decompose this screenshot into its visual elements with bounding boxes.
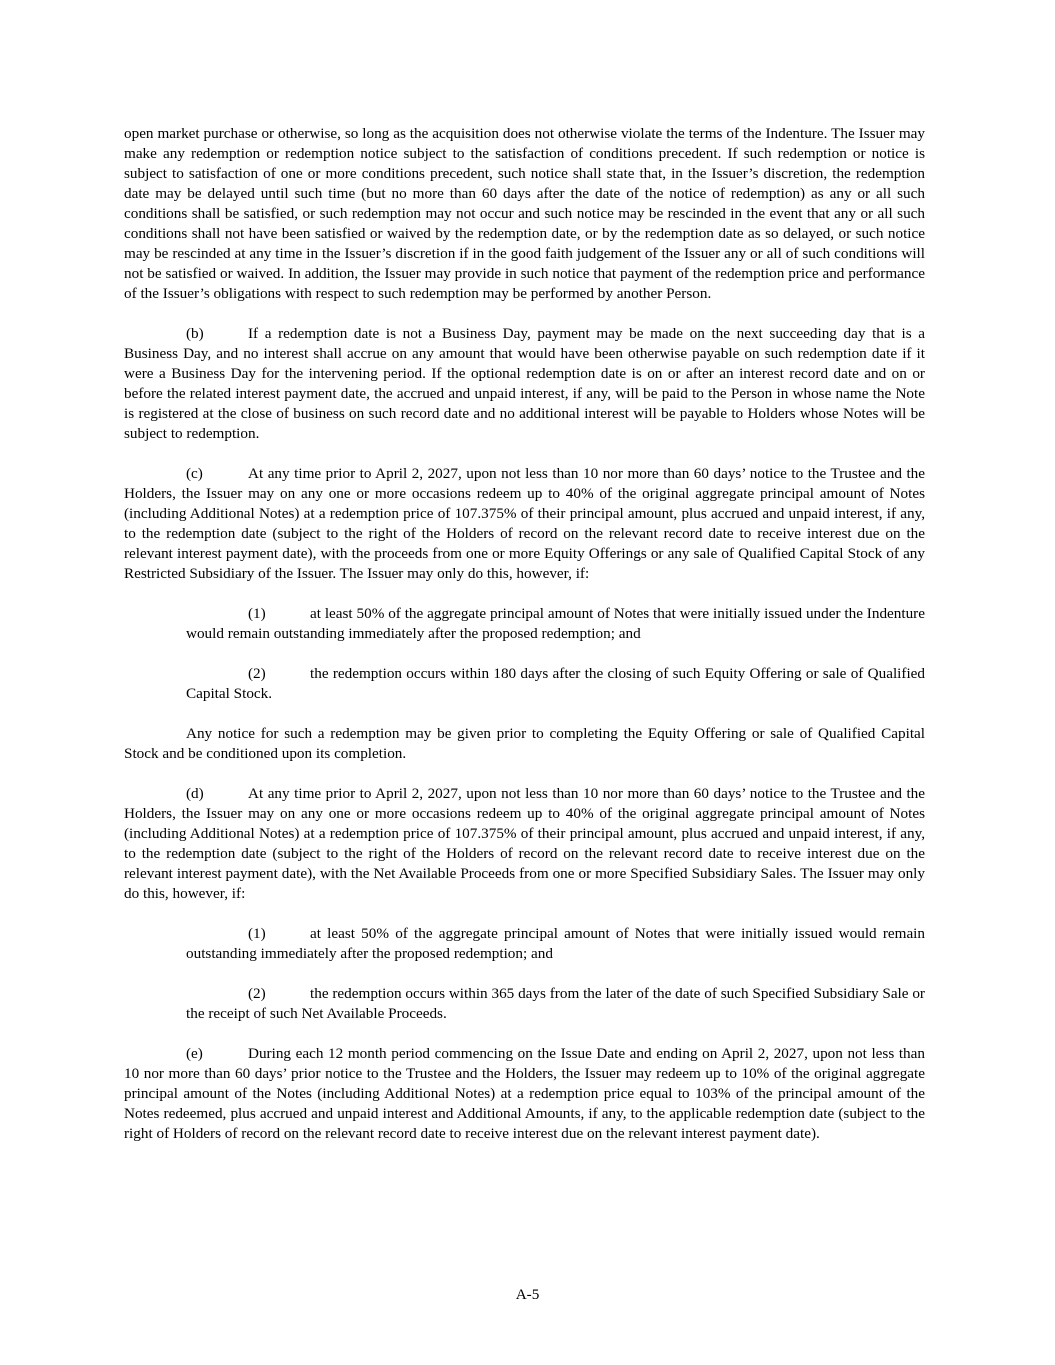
paragraph-text: the redemption occurs within 180 days after the closing of such Equity Offering or sale of Qualified Capital Stock. (186, 665, 925, 702)
paragraph-text: At any time prior to April 2, 2027, upon not less than 10 nor more than 60 days’ notice to the Trustee and the Holders, the Issuer may on any one or more occasions redeem up to 40% of the original aggregate principal amount of Notes (including Additional Notes) at a redemption price of 107.375% of their principal amount, plus accrued and unpaid interest, if any, to the redemption date (subject to the right of the Holders of record on the relevant record date to receive interest due on the relevant interest payment date), with the proceeds from one or more Equity Offerings or any sale of Qualified Capital Stock of any Restricted Subsidiary of the Issuer. The Issuer may only do this, however, if: (124, 465, 925, 582)
paragraph-marker: (2) (248, 665, 266, 682)
paragraph-marker: (2) (248, 985, 266, 1002)
paragraph-marker: (e) (186, 1045, 203, 1062)
document-page (124, 124, 925, 1164)
paragraph-text: at least 50% of the aggregate principal amount of Notes that were initially issued under the Indenture would remain outstanding immediately after the proposed redemption; and (186, 605, 925, 642)
paragraph-text: At any time prior to April 2, 2027, upon not less than 10 nor more than 60 days’ notice to the Trustee and the Holders, the Issuer may on any one or more occasions redeem up to 40% of the original aggregate principal amount of Notes (including Additional Notes) at a redemption price of 107.375% of their principal amount, plus accrued and unpaid interest, if any, to the redemption date (subject to the right of the Holders of record on the relevant record date to receive interest due on the relevant interest payment date), with the Net Available Proceeds from one or more Specified Subsidiary Sales. The Issuer may only do this, however, if: (124, 785, 925, 902)
paragraph-d-1 (186, 924, 925, 964)
page-number: A-5 (515, 1286, 540, 1303)
paragraph-notice: Any notice for such a redemption may be given prior to completing the Equity Offering or sale of Qualified Capital Stock and be conditioned upon its completion. (124, 725, 925, 762)
paragraph-text: During each 12 month period commencing on the Issue Date and ending on April 2, 2027, upon not less than 10 nor more than 60 days’ prior notice to the Trustee and the Holders, the Issuer may redeem up to 10% of the original aggregate principal amount of the Notes (including Additional Notes) at a redemption price equal to 103% of the principal amount of the Notes redeemed, plus accrued and unpaid interest and Additional Amounts, if any, to the applicable redemption date (subject to the right of Holders of record on the relevant record date to receive interest due on the relevant interest payment date). (124, 1045, 925, 1142)
paragraph-marker: (d) (186, 785, 204, 802)
paragraph-text: If a redemption date is not a Business Day, payment may be made on the next succeeding day that is a Business Day, and no interest shall accrue on any amount that would have been otherwise payable on such redemption date if it were a Business Day for the intervening period. If the optional redemption date is on or after an interest record date and on or before the related interest payment date, the accrued and unpaid interest, if any, will be paid to the Person in whose name the Note is registered at the close of business on such record date and no additional interest will be payable to Holders whose Notes will be subject to redemption. (124, 325, 925, 442)
paragraph-marker: (1) (248, 605, 266, 622)
paragraph-text: the redemption occurs within 365 days from the later of the date of such Specified Subsidiary Sale or the receipt of such Net Available Proceeds. (186, 985, 925, 1022)
paragraph-marker: (1) (248, 925, 266, 942)
paragraph-marker: (c) (186, 465, 203, 482)
paragraph-e (124, 1044, 925, 1144)
paragraph-b (124, 324, 925, 444)
paragraph-c-1 (186, 604, 925, 644)
paragraph-marker: (b) (186, 325, 204, 342)
paragraph-intro: open market purchase or otherwise, so long as the acquisition does not otherwise violate the terms of the Indenture. The Issuer may make any redemption or redemption notice subject to the satisfaction of conditions precedent. If such redemption or notice is subject to satisfaction of one or more conditions precedent, such notice shall state that, in the Issuer’s discretion, the redemption date may be delayed until such time (but no more than 60 days after the date of the notice of redemption) as any or all such conditions shall be satisfied, or such redemption may not occur and such notice may be rescinded in the event that any or all such conditions shall not have been satisfied or waived by the redemption date, or by the redemption date as so delayed, or such notice may be rescinded at any time in the Issuer’s discretion if in the good faith judgement of the Issuer any or all of such conditions will not be satisfied or waived. In addition, the Issuer may provide in such notice that payment of the redemption price and performance of the Issuer’s obligations with respect to such redemption may be performed by another Person. (124, 125, 925, 302)
paragraph-d-2 (186, 984, 925, 1024)
paragraph-text: at least 50% of the aggregate principal amount of Notes that were initially issued would remain outstanding immediately after the proposed redemption; and (186, 925, 925, 962)
paragraph-c (124, 464, 925, 584)
paragraph-c-2 (186, 664, 925, 704)
paragraph-d (124, 784, 925, 904)
